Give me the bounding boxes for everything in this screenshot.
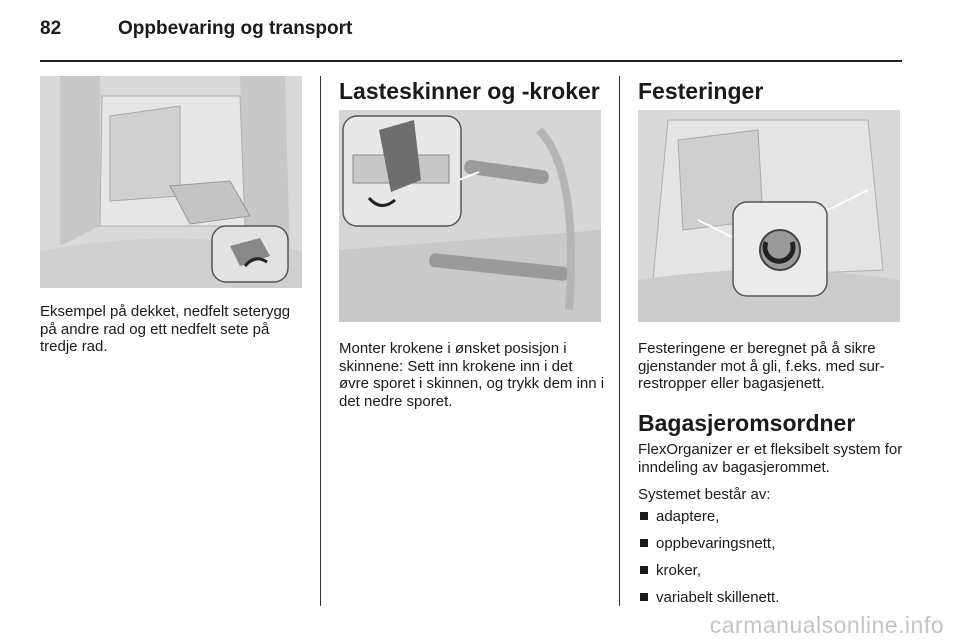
organizer-component-list (638, 508, 904, 616)
page-number: 82 (40, 18, 62, 39)
column-divider-1 (320, 76, 321, 606)
trunk-illustration-svg (40, 76, 302, 288)
cargo-rails-hooks-illustration (339, 110, 601, 322)
rails-body-text: Monter krokene i ønsket posisjon i skinnene: Sett inn krokene inn i det øvre sporet i skinnen, og trykk dem inn i det nedre sporet. (339, 340, 605, 410)
column-divider-2 (619, 76, 620, 606)
organizer-heading: Bagasjeromsordner (638, 410, 856, 436)
page-title: Oppbevaring og transport (118, 18, 353, 39)
watermark: carmanualsonline.info (709, 612, 944, 638)
lashing-eyes-body-text: Festeringene er beregnet på å sikre gjenstander mot å gli, f.eks. med sur-restropper eller bagasjenett. (638, 340, 885, 392)
header-rule (40, 60, 902, 62)
rails-illustration-svg (339, 110, 601, 322)
lashing-eyes-illustration (638, 110, 900, 322)
square-bullet-icon (640, 566, 648, 574)
list-item: kroker, (638, 562, 904, 589)
square-bullet-icon (640, 539, 648, 547)
list-item: oppbevaringsnett, (638, 535, 904, 562)
rails-heading: Lasteskinner og -kroker (339, 78, 600, 104)
list-item: adaptere, (638, 508, 904, 535)
trunk-folded-seats-illustration (40, 76, 302, 288)
list-item: variabelt skillenett. (638, 589, 904, 616)
organizer-system-text: Systemet består av: (638, 486, 771, 503)
lashing-eyes-illustration-svg (638, 110, 900, 322)
square-bullet-icon (640, 593, 648, 601)
lashing-eyes-heading: Festeringer (638, 78, 764, 104)
organizer-body-text: FlexOrganizer er et fleksibelt system for inndeling av bagasjerommet. (638, 441, 903, 476)
trunk-caption: Eksempel på dekket, nedfelt seterygg på andre rad og ett nedfelt sete på tredje rad. (40, 303, 291, 355)
square-bullet-icon (640, 512, 648, 520)
